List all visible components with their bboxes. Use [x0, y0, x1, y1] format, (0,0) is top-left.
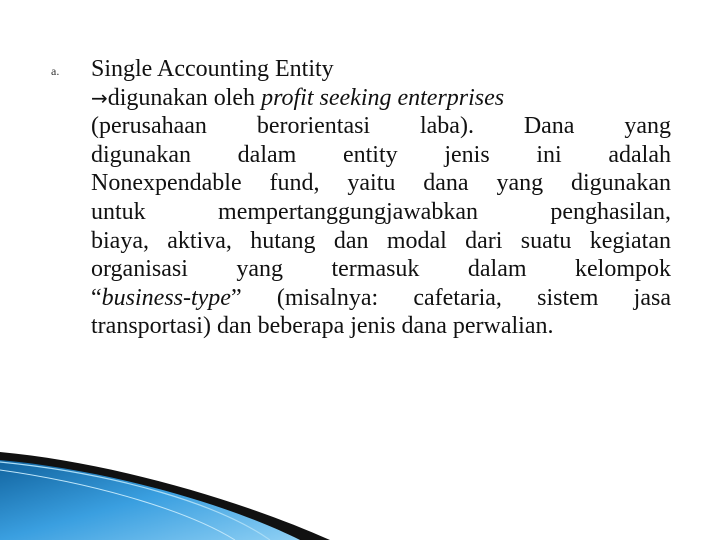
text-run: digunakan oleh: [107, 84, 262, 111]
text-run: “: [91, 284, 102, 311]
text-run: transportasi) dan beberapa jenis dana perwalian.: [91, 313, 554, 340]
text-run: (perusahaan berorientasi laba). Dana yang: [91, 113, 671, 140]
paragraph-line: [91, 169, 671, 198]
slide-body: [91, 55, 671, 341]
text-run: Nonexpendable fund, yaitu dana yang digunakan: [91, 170, 671, 197]
italic-text: profit seeking enterprises: [261, 84, 505, 111]
slide-heading: Single Accounting Entity: [91, 56, 334, 82]
paragraph: [91, 84, 671, 341]
italic-text: business-type: [101, 284, 231, 311]
text-run: organisasi yang termasuk dalam kelompok: [91, 256, 671, 283]
arrow-right-icon: →: [91, 85, 108, 110]
text-run: digunakan dalam entity jenis ini adalah: [91, 141, 671, 168]
text-run: biaya, aktiva, hutang dan modal dari suatu kegiatan: [91, 227, 671, 254]
paragraph-line: [91, 227, 671, 256]
paragraph-line: [91, 255, 671, 284]
list-marker: a.: [51, 64, 60, 78]
paragraph-line: [91, 284, 671, 313]
text-run: ” (misalnya: cafetaria, sistem jasa: [230, 284, 671, 311]
paragraph-line: [91, 112, 671, 141]
paragraph-line: [91, 312, 671, 341]
paragraph-line: [91, 141, 671, 170]
text-run: untuk mempertanggungjawabkan penghasilan,: [91, 198, 671, 225]
paragraph-line: [91, 84, 671, 113]
paragraph-line: [91, 198, 671, 227]
